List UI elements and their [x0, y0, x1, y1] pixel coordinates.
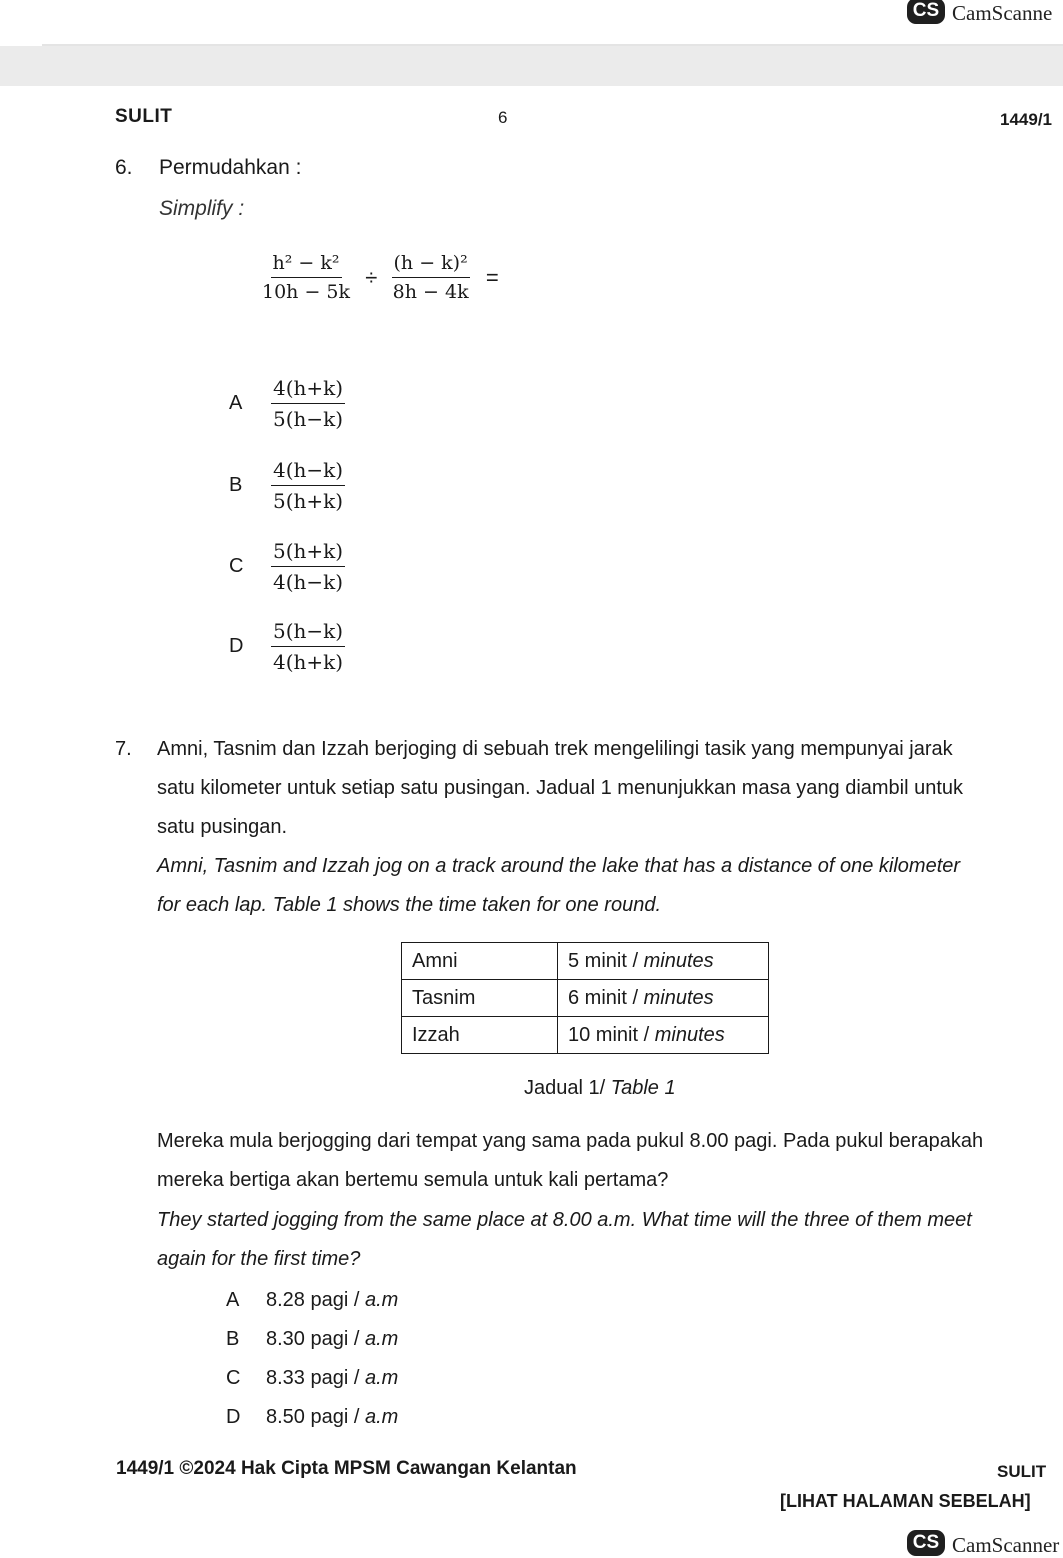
q7-option-letter: D	[226, 1406, 241, 1428]
q6-option-d	[229, 619, 345, 674]
q6-option-letter: C	[229, 555, 244, 577]
q6-equals-sign: =	[485, 264, 499, 290]
q7-text-ms-line: satu pusingan.	[157, 816, 288, 838]
q6-option-denominator: 4(h−k)	[273, 570, 344, 594]
q6-fraction-2-denominator: 8h − 4k	[392, 281, 469, 303]
page-gap	[0, 46, 1063, 86]
q7-question-en	[157, 1201, 972, 1279]
q7-question-en-line: They started jogging from the same place at 8.00 a.m. What time will the three of them meet	[157, 1209, 972, 1231]
q6-option-a	[229, 376, 345, 431]
table-row	[402, 943, 769, 980]
q6-option-denominator: 5(h+k)	[273, 489, 344, 513]
q7-text-en-line: for each lap. Table 1 shows the time taken for one round.	[157, 894, 662, 916]
q7-option-en: a.m	[364, 1367, 399, 1389]
camscanner-watermark-icon: CS	[907, 1530, 945, 1556]
q7-option-letter: C	[226, 1367, 241, 1389]
q7-option-b	[226, 1328, 398, 1351]
q6-fraction-1-numerator: h² − k²	[271, 252, 342, 278]
q6-option-fraction	[271, 619, 345, 674]
footer-copyright: 1449/1 ©2024 Hak Cipta MPSM Cawangan Kelantan	[116, 1458, 577, 1479]
q6-instruction-en: Simplify :	[159, 197, 245, 220]
q7-option-d	[226, 1406, 398, 1429]
time-en: minutes	[643, 949, 714, 972]
q6-option-numerator: 5(h+k)	[271, 539, 345, 567]
q6-option-fraction	[271, 458, 345, 513]
table-cell-time	[558, 943, 769, 980]
q6-fraction-2	[391, 252, 471, 303]
time-en: minutes	[654, 1023, 725, 1046]
caption-ms: Jadual 1/	[524, 1077, 606, 1099]
q7-question-en-line: again for the first time?	[157, 1248, 361, 1270]
q6-divide-operator: ÷	[365, 264, 378, 290]
q6-instruction-ms: Permudahkan :	[159, 156, 302, 179]
q6-option-letter: D	[229, 635, 244, 657]
q6-fraction-1	[260, 252, 352, 303]
q6-fraction-2-numerator: (h − k)²	[392, 252, 470, 278]
q7-text-ms-line: satu kilometer untuk setiap satu pusingan. Jadual 1 menunjukkan masa yang diambil untuk	[157, 777, 964, 799]
q7-question-ms-line: Mereka mula berjogging dari tempat yang sama pada pukul 8.00 pagi. Pada pukul berapakah	[157, 1130, 984, 1152]
header-page-number: 6	[498, 108, 508, 127]
q7-option-ms: 8.28 pagi /	[266, 1289, 360, 1311]
q7-text-ms-line: Amni, Tasnim dan Izzah berjoging di sebuah trek mengelilingi tasik yang mempunyai jarak	[157, 738, 953, 760]
time-ms: 5 minit /	[568, 949, 639, 972]
table-cell-time	[558, 1017, 769, 1054]
q6-option-denominator: 4(h+k)	[273, 650, 344, 674]
q6-fraction-1-denominator: 10h − 5k	[262, 281, 351, 303]
q6-option-numerator: 4(h−k)	[271, 458, 345, 486]
q6-option-fraction	[271, 376, 345, 431]
caption-en: Table 1	[610, 1077, 676, 1099]
q6-expression	[260, 252, 499, 303]
footer-classification: SULIT	[997, 1462, 1047, 1481]
q6-number: 6.	[115, 156, 133, 179]
q6-option-fraction	[271, 539, 345, 594]
scanner-top-bar	[0, 0, 1063, 46]
q7-option-ms: 8.30 pagi /	[266, 1328, 360, 1350]
time-en: minutes	[643, 986, 714, 1009]
q6-option-numerator: 5(h−k)	[271, 619, 345, 647]
q7-option-letter: B	[226, 1328, 240, 1350]
q6-option-letter: B	[229, 474, 243, 496]
q7-text-ms	[157, 730, 963, 847]
table-cell-time	[558, 980, 769, 1017]
time-ms: 10 minit /	[568, 1023, 650, 1046]
table-cell-name: Izzah	[402, 1017, 558, 1054]
exam-page	[42, 86, 1063, 1551]
camscanner-label: CamScanne	[952, 1, 1053, 25]
camscanner-logo-icon: CS	[907, 0, 945, 24]
q6-option-c	[229, 539, 345, 594]
q7-option-letter: A	[226, 1289, 240, 1311]
header-classification: SULIT	[115, 106, 173, 127]
q6-option-b	[229, 458, 345, 513]
q7-option-en: a.m	[364, 1328, 399, 1350]
q7-text-en	[157, 847, 960, 925]
q7-option-ms: 8.50 pagi /	[266, 1406, 360, 1428]
table-row	[402, 1017, 769, 1054]
table-cell-name: Amni	[402, 943, 558, 980]
q7-text-en-line: Amni, Tasnim and Izzah jog on a track around the lake that has a distance of one kilometer	[157, 855, 961, 877]
q6-option-letter: A	[229, 392, 243, 414]
q7-question-ms-line: mereka bertiga akan bertemu semula untuk kali pertama?	[157, 1169, 669, 1191]
footer-next-page: [LIHAT HALAMAN SEBELAH]	[780, 1491, 1031, 1511]
time-ms: 6 minit /	[568, 986, 639, 1009]
q7-number: 7.	[115, 738, 132, 760]
q7-option-en: a.m	[364, 1289, 399, 1311]
q7-option-en: a.m	[364, 1406, 399, 1428]
q7-option-c	[226, 1367, 398, 1390]
q7-table-caption	[524, 1077, 676, 1100]
q6-option-numerator: 4(h+k)	[271, 376, 345, 404]
camscanner-watermark-label: CamScanner	[952, 1533, 1060, 1557]
header-paper-code: 1449/1	[1000, 110, 1052, 129]
q7-option-a	[226, 1289, 398, 1312]
q7-question-ms	[157, 1122, 983, 1200]
q6-option-denominator: 5(h−k)	[273, 407, 344, 431]
table-cell-name: Tasnim	[402, 980, 558, 1017]
q7-table	[401, 942, 769, 1054]
table-row	[402, 980, 769, 1017]
q7-option-ms: 8.33 pagi /	[266, 1367, 360, 1389]
